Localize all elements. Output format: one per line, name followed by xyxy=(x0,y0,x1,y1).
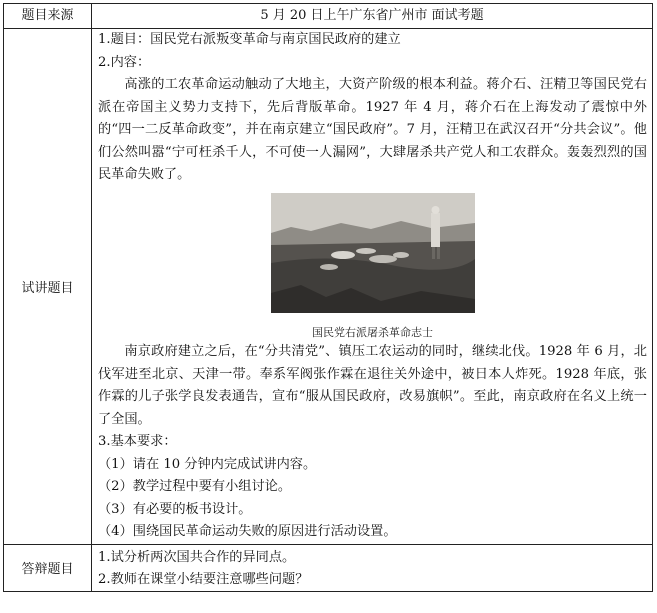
header-row xyxy=(4,4,653,29)
exam-table xyxy=(3,3,653,592)
historical-photo xyxy=(271,193,475,313)
paragraph-1: 高涨的工农革命运动触动了大地主，大资产阶级的根本利益。蒋介石、汪精卫等国民党右派在帝国主义势力支持下，先后背版革命。1927 年 4 月，蒋介石在上海发动了震惊中外的“四一二反革命政变”，并在南京建立“国民政府”。7 月，汪精卫在武汉召开“分共会议”。他们公然叫嚣“宁可枉杀千人，不可使一人漏网”，大肆屠杀共产党人和工农群众。轰轰烈烈的国民革命失败了。 xyxy=(98,77,647,182)
defense-question: 2.教师在课堂小结要注意哪些问题？ xyxy=(98,571,309,587)
source-label: 题目来源 xyxy=(4,4,92,29)
figure-caption: 国民党右派屠杀革命志士 xyxy=(312,326,433,339)
trial-label: 试讲题目 xyxy=(4,29,92,545)
defense-question: 1.试分析两次国共合作的异同点。 xyxy=(98,549,296,565)
defense-row xyxy=(4,544,653,591)
paragraph-2: 南京政府建立之后，在“分共清党”、镇压工农运动的同时，继续北伐。1928 年 6 月，北伐军进至北京、天津一带。奉系军阀张作霖在退往关外途中，被日本人炸死。1928 年底，张作霖的儿子张学良发表通告，宣布“服从国民政府，改易旗帜”。至此，南京政府在名义上统一了全国。 xyxy=(98,344,647,427)
requirement-item: （1）请在 10 分钟内完成试讲内容。 xyxy=(98,456,317,472)
requirement-item: （2）教学过程中要有小组讨论。 xyxy=(98,479,292,494)
figure xyxy=(98,193,647,342)
defense-content xyxy=(92,544,653,591)
requirement-item: （3）有必要的板书设计。 xyxy=(98,501,252,517)
trial-row xyxy=(4,29,653,545)
content-label: 2.内容： xyxy=(98,54,151,70)
requirement-item: （4）围绕国民革命运动失败的原因进行活动设置。 xyxy=(98,524,397,539)
trial-content xyxy=(92,29,653,545)
requirements-label: 3.基本要求： xyxy=(98,434,177,449)
source-value: 5 月 20 日上午广东省广州市 面试考题 xyxy=(92,4,653,29)
defense-label: 答辩题目 xyxy=(4,544,92,591)
topic-line: 1.题目：国民党右派叛变革命与南京国民政府的建立 xyxy=(98,32,401,47)
